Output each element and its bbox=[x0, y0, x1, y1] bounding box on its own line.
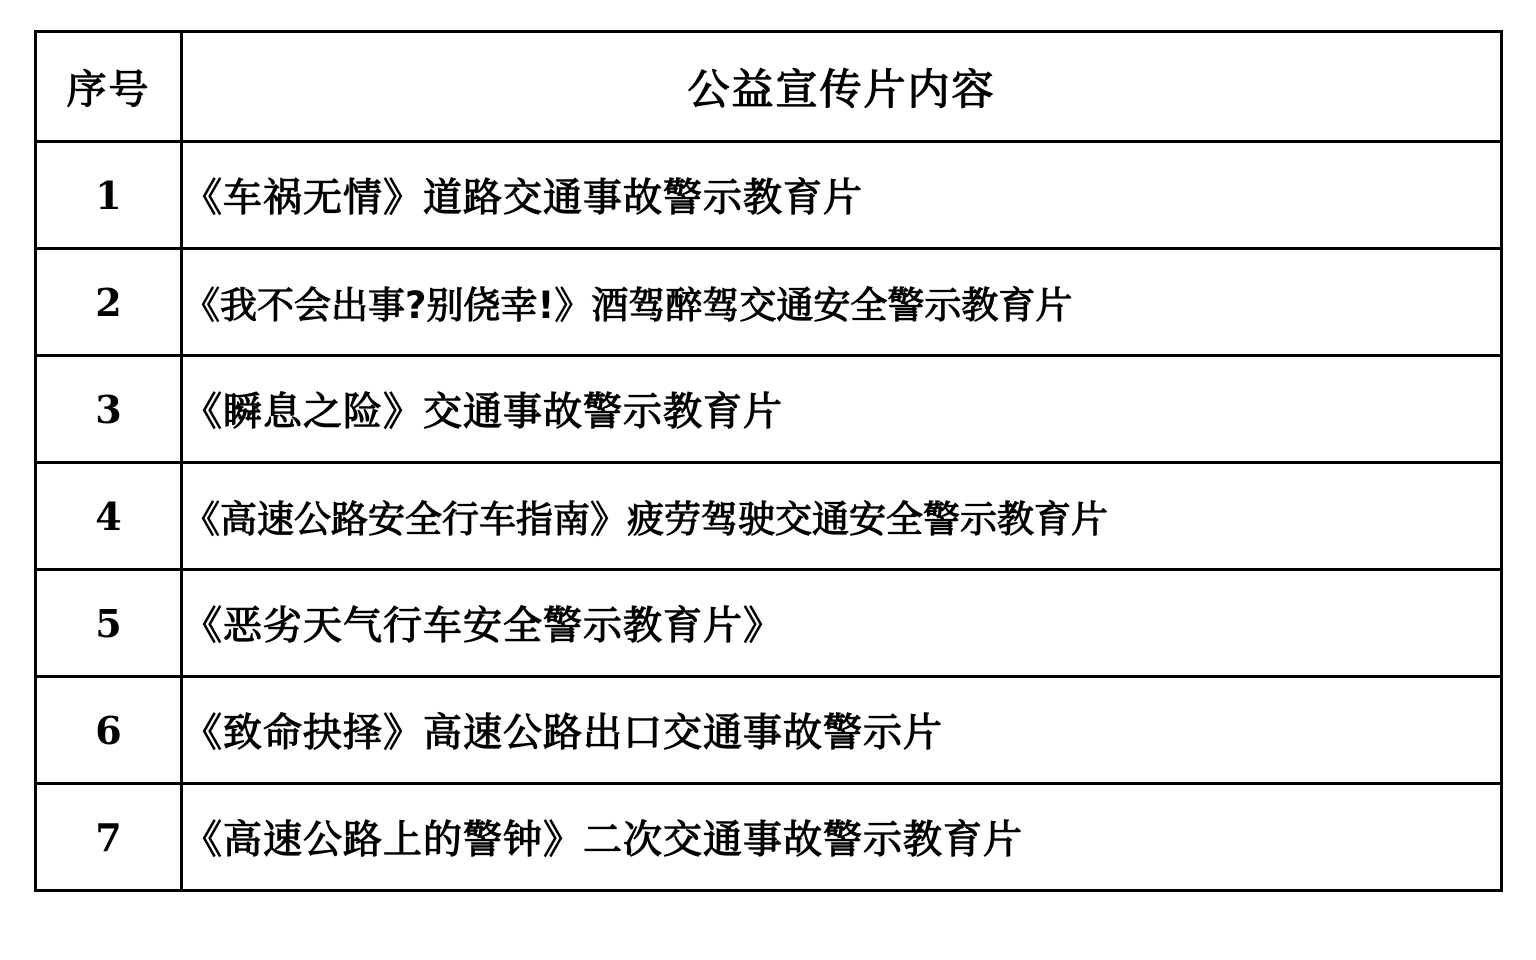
row-content-6: 《致命抉择》高速公路出口交通事故警示片 bbox=[182, 677, 1502, 784]
table-row bbox=[36, 356, 1502, 463]
column-header-content: 公益宣传片内容 bbox=[182, 32, 1502, 142]
row-index-5: 5 bbox=[36, 570, 182, 677]
row-index-4: 4 bbox=[36, 463, 182, 570]
public-service-film-table bbox=[34, 30, 1503, 892]
row-index-7: 7 bbox=[36, 784, 182, 891]
public-service-film-table-wrapper bbox=[34, 30, 1500, 892]
row-content-7: 《高速公路上的警钟》二次交通事故警示教育片 bbox=[182, 784, 1502, 891]
table-row bbox=[36, 784, 1502, 891]
row-content-2: 《我不会出事?别侥幸!》酒驾醉驾交通安全警示教育片 bbox=[182, 249, 1502, 356]
table-row bbox=[36, 463, 1502, 570]
table-row bbox=[36, 249, 1502, 356]
table-row bbox=[36, 677, 1502, 784]
row-index-3: 3 bbox=[36, 356, 182, 463]
row-index-6: 6 bbox=[36, 677, 182, 784]
row-content-5: 《恶劣天气行车安全警示教育片》 bbox=[182, 570, 1502, 677]
table-header-row bbox=[36, 32, 1502, 142]
row-index-2: 2 bbox=[36, 249, 182, 356]
row-index-1: 1 bbox=[36, 142, 182, 249]
row-content-1: 《车祸无情》道路交通事故警示教育片 bbox=[182, 142, 1502, 249]
column-header-index: 序号 bbox=[36, 32, 182, 142]
row-content-3: 《瞬息之险》交通事故警示教育片 bbox=[182, 356, 1502, 463]
table-row bbox=[36, 570, 1502, 677]
table-row bbox=[36, 142, 1502, 249]
row-content-4: 《高速公路安全行车指南》疲劳驾驶交通安全警示教育片 bbox=[182, 463, 1502, 570]
